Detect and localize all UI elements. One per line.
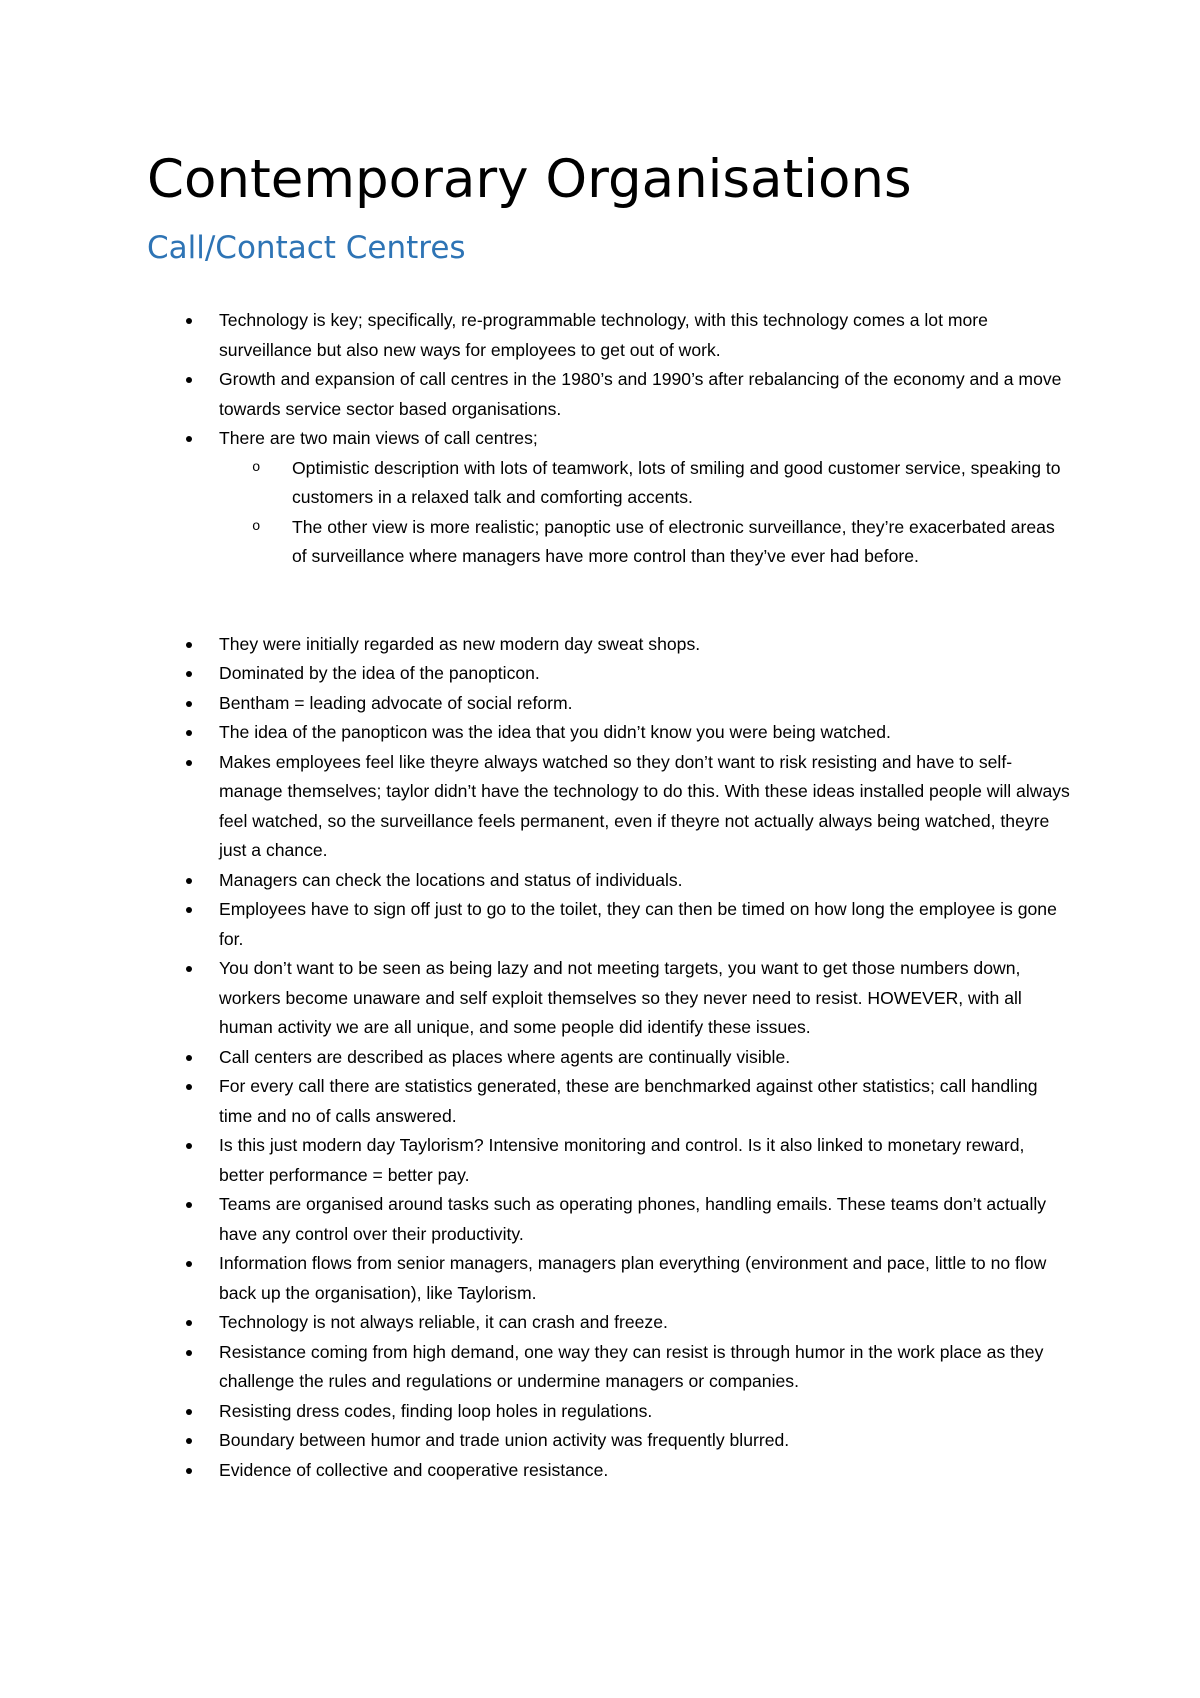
list-item <box>219 748 1080 866</box>
bullet-icon <box>186 1202 192 1208</box>
bullet-icon <box>186 671 192 677</box>
bullet-icon <box>186 966 192 972</box>
bullet-icon <box>186 1084 192 1090</box>
list-item <box>219 306 1080 365</box>
list-item-text: Makes employees feel like theyre always watched so they don’t want to risk resisting and have to self-manage themselves; taylor didn’t have the technology to do this. With these ideas installed people will always feel watched, so the surveillance feels permanent, even if theyre not actually always being watched, theyre just a chance. <box>219 751 1070 860</box>
list-item <box>219 659 1080 689</box>
list-item <box>219 1043 1080 1073</box>
list-item-text: For every call there are statistics generated, these are benchmarked against other statistics; call handling time and no of calls answered. <box>219 1076 1038 1126</box>
list-item <box>219 1190 1080 1249</box>
sub-bullet-icon: o <box>252 518 261 535</box>
list-item-text: Information flows from senior managers, managers plan everything (environment and pace, little to no flow back up the organisation), like Taylorism. <box>219 1253 1047 1303</box>
bullet-icon <box>186 1320 192 1326</box>
sub-list-item-text: The other view is more realistic; panoptic use of electronic surveillance, they’re exacerbated areas of surveillance where managers have more control than they’ve ever had before. <box>292 516 1055 566</box>
bullet-icon <box>186 1409 192 1415</box>
list-item-text: Boundary between humor and trade union activity was frequently blurred. <box>219 1430 790 1450</box>
sub-list-item-text: Optimistic description with lots of teamwork, lots of smiling and good customer service, speaking to customers in a relaxed talk and comforting accents. <box>292 457 1061 507</box>
list-item <box>219 895 1080 954</box>
sub-bullet-list <box>219 454 1072 572</box>
list-item-text: Dominated by the idea of the panopticon. <box>219 663 540 683</box>
bullet-icon <box>186 642 192 648</box>
list-item <box>219 1426 1080 1456</box>
list-item-text: Technology is key; specifically, re-programmable technology, with this technology comes a lot more surveillance but also new ways for employees to get out of work. <box>219 310 988 360</box>
list-item <box>219 1397 1080 1427</box>
bullet-icon <box>186 878 192 884</box>
list-item <box>219 630 1080 660</box>
bullet-icon <box>186 1261 192 1267</box>
list-item-text: Bentham = leading advocate of social reform. <box>219 692 573 713</box>
list-item <box>219 866 1080 896</box>
list-item <box>219 424 1080 572</box>
bullet-icon <box>186 1438 192 1444</box>
list-item <box>219 1338 1080 1397</box>
list-item <box>219 689 1080 719</box>
list-item-text: Is this just modern day Taylorism? Intensive monitoring and control. Is it also linked to monetary reward, better performance = better pay. <box>219 1135 1025 1185</box>
bullet-icon <box>186 760 192 766</box>
list-item-text: Evidence of collective and cooperative resistance. <box>219 1459 609 1480</box>
bullet-icon <box>186 1350 192 1356</box>
section-heading: Call/Contact Centres <box>147 230 466 266</box>
sub-bullet-icon: o <box>252 459 261 476</box>
sub-list-item <box>252 454 1072 513</box>
list-item <box>219 1072 1080 1131</box>
list-item-text: You don’t want to be seen as being lazy and not meeting targets, you want to get those numbers down, workers become unaware and self exploit themselves so they never need to resist. HOWEVER, with all human activity we are all unique, and some people did identify these issues. <box>219 958 1022 1037</box>
list-item-text: Technology is not always reliable, it can crash and freeze. <box>219 1312 668 1332</box>
list-item <box>219 1131 1080 1190</box>
bullet-icon <box>186 701 192 707</box>
bullet-list-details <box>147 630 1080 1486</box>
list-item-text: They were initially regarded as new modern day sweat shops. <box>219 633 701 654</box>
list-item-text: Managers can check the locations and status of individuals. <box>219 869 683 890</box>
bullet-icon <box>186 1468 192 1474</box>
list-item-text: Teams are organised around tasks such as operating phones, handling emails. These teams don’t actually have any control over their productivity. <box>219 1194 1047 1244</box>
list-item-text: Call centers are described as places where agents are continually visible. <box>219 1046 791 1067</box>
list-item-text: The idea of the panopticon was the idea that you didn’t know you were being watched. <box>219 722 891 742</box>
bullet-list-intro <box>147 306 1080 572</box>
list-item <box>219 365 1080 424</box>
bullet-icon <box>186 318 192 324</box>
bullet-icon <box>186 377 192 383</box>
list-item-text: Resistance coming from high demand, one way they can resist is through humor in the work place as they challenge the rules and regulations or undermine managers or companies. <box>219 1341 1044 1391</box>
bullet-icon <box>186 1143 192 1149</box>
bullet-icon <box>186 1055 192 1061</box>
bullet-icon <box>186 907 192 913</box>
document-title: Contemporary Organisations <box>147 149 912 210</box>
list-item <box>219 1249 1080 1308</box>
list-item-text: There are two main views of call centres; <box>219 428 538 448</box>
list-item-text: Resisting dress codes, finding loop holes in regulations. <box>219 1400 653 1421</box>
list-item <box>219 1308 1080 1338</box>
list-item <box>219 954 1080 1043</box>
list-item-text: Growth and expansion of call centres in the 1980’s and 1990’s after rebalancing of the economy and a move towards service sector based organisations. <box>219 369 1062 419</box>
bullet-icon <box>186 730 192 736</box>
list-item <box>219 718 1080 748</box>
sub-list-item <box>252 513 1072 572</box>
bullet-icon <box>186 436 192 442</box>
list-item <box>219 1456 1080 1486</box>
list-item-text: Employees have to sign off just to go to the toilet, they can then be timed on how long the employee is gone for. <box>219 899 1057 949</box>
